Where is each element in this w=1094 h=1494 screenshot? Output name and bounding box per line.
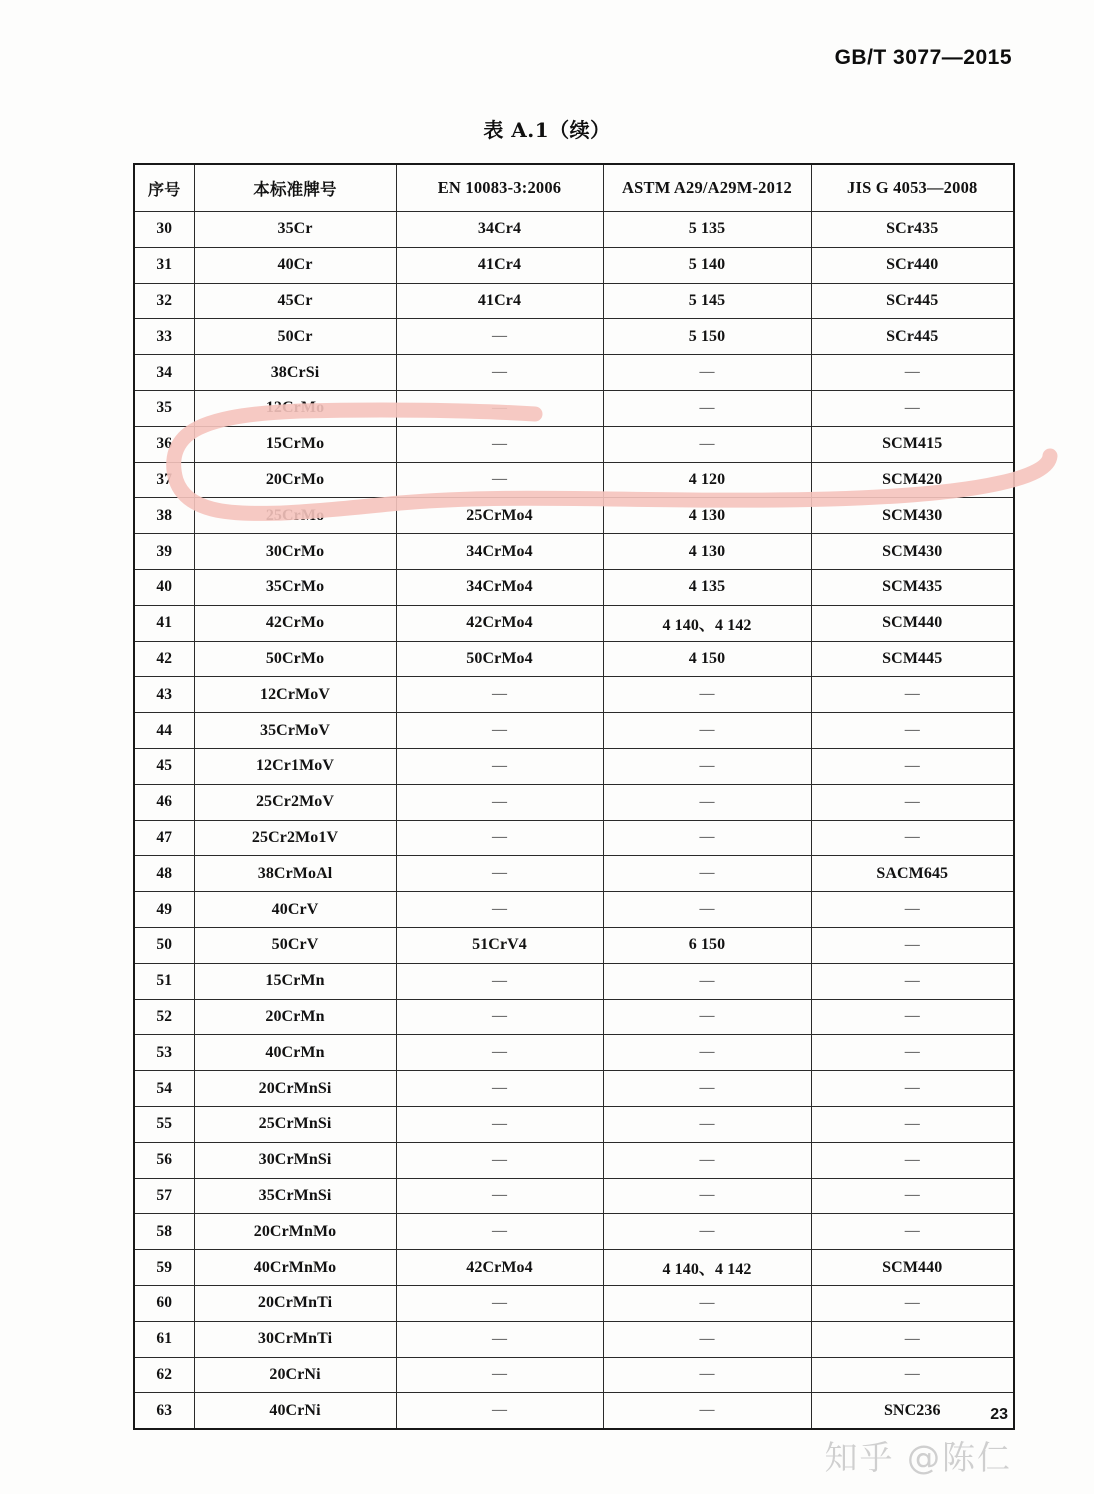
cell-index: 47 [134, 820, 194, 856]
cell-index: 37 [134, 462, 194, 498]
cell-jis: — [811, 820, 1014, 856]
cell-grade: 38CrMoAl [194, 856, 396, 892]
cell-grade: 35CrMo [194, 569, 396, 605]
table-row [134, 1250, 1014, 1286]
cell-astm: 4 120 [603, 462, 811, 498]
cell-astm: — [603, 963, 811, 999]
cell-en: — [396, 1357, 603, 1393]
cell-index: 42 [134, 641, 194, 677]
table-row [134, 784, 1014, 820]
cell-jis: SCM430 [811, 534, 1014, 570]
table-row [134, 534, 1014, 570]
cell-jis: — [811, 1071, 1014, 1107]
cell-index: 51 [134, 963, 194, 999]
column-header-grade: 本标准牌号 [194, 164, 396, 212]
page-number: 23 [990, 1406, 1008, 1423]
cell-jis: — [811, 963, 1014, 999]
cell-jis: — [811, 1285, 1014, 1321]
cell-astm: 4 140、4 142 [603, 1250, 811, 1286]
cell-jis: — [811, 1178, 1014, 1214]
table-row [134, 462, 1014, 498]
cell-index: 33 [134, 319, 194, 355]
table-row [134, 426, 1014, 462]
cell-astm: 4 135 [603, 569, 811, 605]
cell-jis: SCM445 [811, 641, 1014, 677]
cell-en: — [396, 999, 603, 1035]
table-row [134, 1285, 1014, 1321]
cell-en: 42CrMo4 [396, 605, 603, 641]
table-row [134, 1357, 1014, 1393]
cell-jis: — [811, 1214, 1014, 1250]
cell-astm: — [603, 355, 811, 391]
cell-en: — [396, 963, 603, 999]
table-header [134, 164, 1014, 212]
cell-jis: SCM420 [811, 462, 1014, 498]
cell-astm: — [603, 1285, 811, 1321]
cell-grade: 25CrMnSi [194, 1106, 396, 1142]
cell-en: — [396, 1071, 603, 1107]
cell-en: — [396, 677, 603, 713]
cell-index: 54 [134, 1071, 194, 1107]
cell-jis: SCr445 [811, 319, 1014, 355]
cell-grade: 15CrMo [194, 426, 396, 462]
table-row [134, 1142, 1014, 1178]
cell-grade: 35CrMnSi [194, 1178, 396, 1214]
steel-grade-cross-reference-table [133, 163, 1015, 1430]
cell-en: — [396, 1178, 603, 1214]
table-row [134, 605, 1014, 641]
cell-jis: SCr435 [811, 212, 1014, 248]
cell-en: — [396, 1214, 603, 1250]
cell-grade: 20CrNi [194, 1357, 396, 1393]
cell-grade: 38CrSi [194, 355, 396, 391]
cell-index: 38 [134, 498, 194, 534]
cell-jis: — [811, 713, 1014, 749]
table-row [134, 927, 1014, 963]
cell-grade: 30CrMnTi [194, 1321, 396, 1357]
table-header-row [134, 164, 1014, 212]
cell-jis: SCM435 [811, 569, 1014, 605]
cell-en: — [396, 1321, 603, 1357]
cell-jis: — [811, 748, 1014, 784]
cell-jis: SCM440 [811, 605, 1014, 641]
cell-astm: — [603, 426, 811, 462]
cell-index: 48 [134, 856, 194, 892]
cell-astm: 6 150 [603, 927, 811, 963]
cell-index: 41 [134, 605, 194, 641]
table-row [134, 713, 1014, 749]
column-header-astm-standard: ASTM A29/A29M-2012 [603, 164, 811, 212]
cell-jis: SACM645 [811, 856, 1014, 892]
cell-astm: 5 135 [603, 212, 811, 248]
cell-index: 43 [134, 677, 194, 713]
cell-jis: — [811, 355, 1014, 391]
cell-index: 46 [134, 784, 194, 820]
table-body [134, 212, 1014, 1430]
table-row [134, 247, 1014, 283]
cell-jis: — [811, 1106, 1014, 1142]
cell-grade: 12CrMo [194, 390, 396, 426]
cell-jis: — [811, 390, 1014, 426]
cell-astm: — [603, 1214, 811, 1250]
cell-grade: 40CrNi [194, 1393, 396, 1429]
cell-en: 25CrMo4 [396, 498, 603, 534]
cell-index: 35 [134, 390, 194, 426]
cell-astm: — [603, 820, 811, 856]
cell-astm: 5 140 [603, 247, 811, 283]
table-row [134, 1106, 1014, 1142]
cell-jis: — [811, 1035, 1014, 1071]
cell-grade: 30CrMnSi [194, 1142, 396, 1178]
cell-astm: — [603, 677, 811, 713]
cell-astm: — [603, 390, 811, 426]
cell-grade: 20CrMnMo [194, 1214, 396, 1250]
cell-jis: — [811, 784, 1014, 820]
cell-en: — [396, 1393, 603, 1429]
table-row [134, 892, 1014, 928]
cell-grade: 40CrMnMo [194, 1250, 396, 1286]
table-row [134, 390, 1014, 426]
cell-index: 40 [134, 569, 194, 605]
cell-astm: — [603, 892, 811, 928]
cell-astm: 5 145 [603, 283, 811, 319]
cell-jis: SCr440 [811, 247, 1014, 283]
cell-index: 50 [134, 927, 194, 963]
cell-index: 61 [134, 1321, 194, 1357]
table-row [134, 283, 1014, 319]
table-row [134, 1321, 1014, 1357]
cell-index: 31 [134, 247, 194, 283]
cell-jis: SCM430 [811, 498, 1014, 534]
cell-en: 41Cr4 [396, 283, 603, 319]
table-row [134, 1393, 1014, 1429]
table-row [134, 1178, 1014, 1214]
cell-en: 34CrMo4 [396, 569, 603, 605]
cell-grade: 20CrMn [194, 999, 396, 1035]
cell-astm: — [603, 856, 811, 892]
cell-jis: SNC236 [811, 1393, 1014, 1429]
cell-index: 49 [134, 892, 194, 928]
cell-en: 41Cr4 [396, 247, 603, 283]
cell-en: — [396, 856, 603, 892]
cell-astm: — [603, 1071, 811, 1107]
table-row [134, 820, 1014, 856]
cell-jis: — [811, 892, 1014, 928]
running-head-standard-code: GB/T 3077—2015 [834, 46, 1012, 69]
table-row [134, 498, 1014, 534]
cell-grade: 35Cr [194, 212, 396, 248]
cell-index: 55 [134, 1106, 194, 1142]
cell-en: 34CrMo4 [396, 534, 603, 570]
cell-jis: — [811, 999, 1014, 1035]
cell-grade: 20CrMnSi [194, 1071, 396, 1107]
cell-en: — [396, 390, 603, 426]
cell-index: 60 [134, 1285, 194, 1321]
cell-index: 52 [134, 999, 194, 1035]
cell-en: 42CrMo4 [396, 1250, 603, 1286]
table-row [134, 641, 1014, 677]
cell-grade: 25Cr2MoV [194, 784, 396, 820]
cell-en: — [396, 1285, 603, 1321]
table-row [134, 677, 1014, 713]
cell-jis: — [811, 1142, 1014, 1178]
cell-grade: 35CrMoV [194, 713, 396, 749]
cell-grade: 50Cr [194, 319, 396, 355]
cell-grade: 50CrMo [194, 641, 396, 677]
cell-astm: — [603, 1321, 811, 1357]
cell-jis: — [811, 927, 1014, 963]
table-row [134, 1035, 1014, 1071]
cell-astm: 4 130 [603, 534, 811, 570]
cell-en: — [396, 355, 603, 391]
cell-grade: 25CrMo [194, 498, 396, 534]
cell-index: 63 [134, 1393, 194, 1429]
cell-astm: 4 130 [603, 498, 811, 534]
cell-grade: 12Cr1MoV [194, 748, 396, 784]
cell-en: — [396, 820, 603, 856]
cell-en: — [396, 713, 603, 749]
table-row [134, 1071, 1014, 1107]
cell-grade: 40Cr [194, 247, 396, 283]
table-row [134, 319, 1014, 355]
cell-astm: — [603, 1357, 811, 1393]
table-row [134, 569, 1014, 605]
column-header-en-standard: EN 10083-3:2006 [396, 164, 603, 212]
cell-astm: — [603, 713, 811, 749]
cell-index: 44 [134, 713, 194, 749]
cell-astm: — [603, 1142, 811, 1178]
cell-grade: 12CrMoV [194, 677, 396, 713]
cell-astm: 4 150 [603, 641, 811, 677]
table-row [134, 856, 1014, 892]
cell-en: — [396, 1106, 603, 1142]
cell-index: 45 [134, 748, 194, 784]
cell-index: 56 [134, 1142, 194, 1178]
cell-grade: 42CrMo [194, 605, 396, 641]
cell-en: — [396, 426, 603, 462]
cell-astm: — [603, 748, 811, 784]
cell-index: 57 [134, 1178, 194, 1214]
cell-jis: — [811, 1357, 1014, 1393]
cell-astm: 5 150 [603, 319, 811, 355]
table-row [134, 1214, 1014, 1250]
cell-grade: 25Cr2Mo1V [194, 820, 396, 856]
table-row [134, 355, 1014, 391]
cell-grade: 15CrMn [194, 963, 396, 999]
cell-grade: 40CrMn [194, 1035, 396, 1071]
cell-en: 51CrV4 [396, 927, 603, 963]
cell-grade: 30CrMo [194, 534, 396, 570]
table-row [134, 963, 1014, 999]
cell-en: — [396, 1035, 603, 1071]
watermark: 知乎 @陈仁 [824, 1438, 1012, 1477]
cell-index: 32 [134, 283, 194, 319]
cell-index: 34 [134, 355, 194, 391]
cell-index: 59 [134, 1250, 194, 1286]
cell-astm: — [603, 999, 811, 1035]
cell-en: — [396, 319, 603, 355]
cell-jis: — [811, 677, 1014, 713]
cell-en: 34Cr4 [396, 212, 603, 248]
table-row [134, 999, 1014, 1035]
cell-astm: — [603, 784, 811, 820]
cell-en: — [396, 1142, 603, 1178]
table-container [133, 163, 1013, 1430]
cell-index: 30 [134, 212, 194, 248]
cell-grade: 45Cr [194, 283, 396, 319]
column-header-jis-standard: JIS G 4053—2008 [811, 164, 1014, 212]
cell-index: 58 [134, 1214, 194, 1250]
cell-index: 36 [134, 426, 194, 462]
column-header-index: 序号 [134, 164, 194, 212]
cell-jis: SCM415 [811, 426, 1014, 462]
cell-en: 50CrMo4 [396, 641, 603, 677]
cell-en: — [396, 748, 603, 784]
cell-index: 53 [134, 1035, 194, 1071]
cell-grade: 20CrMnTi [194, 1285, 396, 1321]
cell-grade: 20CrMo [194, 462, 396, 498]
cell-index: 39 [134, 534, 194, 570]
cell-en: — [396, 784, 603, 820]
cell-jis: SCr445 [811, 283, 1014, 319]
cell-en: — [396, 892, 603, 928]
cell-astm: 4 140、4 142 [603, 605, 811, 641]
cell-astm: — [603, 1035, 811, 1071]
cell-astm: — [603, 1178, 811, 1214]
cell-astm: — [603, 1393, 811, 1429]
cell-grade: 50CrV [194, 927, 396, 963]
cell-index: 62 [134, 1357, 194, 1393]
table-caption: 表 A.1（续） [483, 118, 611, 142]
table-row [134, 748, 1014, 784]
cell-jis: — [811, 1321, 1014, 1357]
cell-astm: — [603, 1106, 811, 1142]
cell-jis: SCM440 [811, 1250, 1014, 1286]
table-row [134, 212, 1014, 248]
cell-en: — [396, 462, 603, 498]
cell-grade: 40CrV [194, 892, 396, 928]
